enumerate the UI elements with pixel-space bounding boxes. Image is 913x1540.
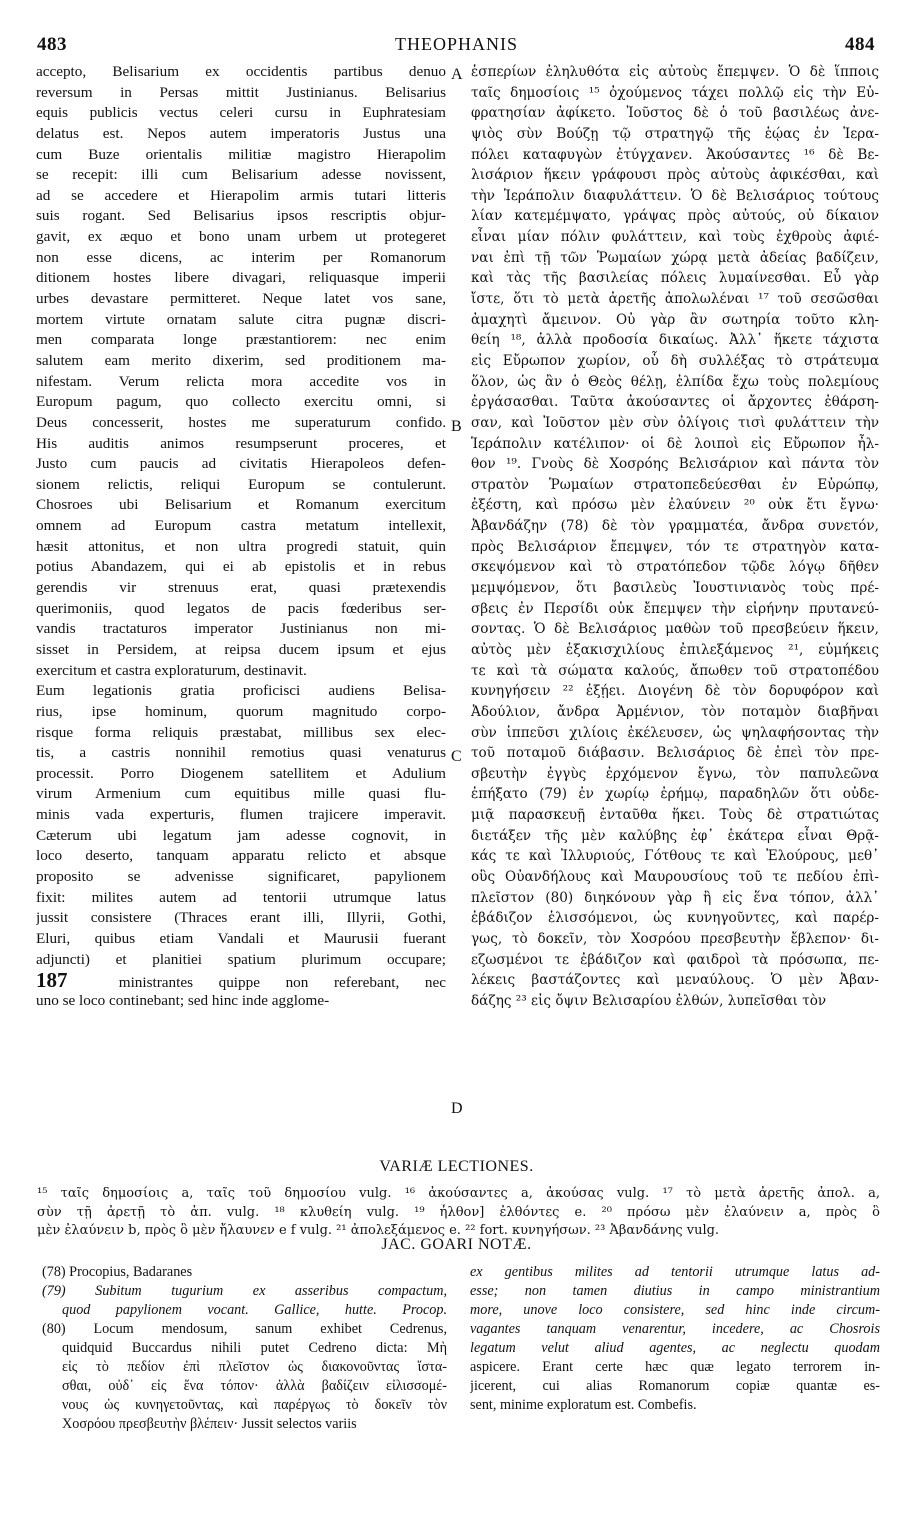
note-line: εἰς τὸ πεδίον ἐπὶ πλεῖστον ὡς διακονοῦντας ἵστα- <box>62 1359 447 1375</box>
latin-text-line: accepto, Belisarium ex occidentis partibus denuo <box>36 63 446 80</box>
notes-right-column <box>470 1263 880 1415</box>
variant-reading-line: μὲν ἐλαύνειν b, πρὸς ὃ μὲν ἤλαυνεν e f vulg. ²¹ ἀπολεξάμενος e. ²² fort. κυνηγήσων. ²³ Ἀβανδάνης vulg. <box>37 1223 720 1238</box>
latin-text-line: sisset in Persidem, at reipsa ducem ipsum et ejus <box>36 640 446 658</box>
latin-text-line: Cæterum ubi legatum jam adesse cognovit, in <box>36 826 446 844</box>
note-line: vagantes tanquam venarentur, incedere, ac Chosrois <box>470 1321 880 1337</box>
latin-text-line: rius, ipse hominum, quorum magnitudo corpo- <box>36 702 446 720</box>
note-line: esse; non tamen diutius in campo ministrantium <box>470 1283 880 1299</box>
margin-marker-a: A <box>451 66 463 83</box>
note-line: aspicere. Erant certe hæc quæ legato terrorem in- <box>470 1359 880 1375</box>
variant-reading-line: σὺν τῇ ἀρετῇ τὸ ἀπ. vulg. ¹⁸ κλυθείη vulg. ¹⁹ ἦλθον] ἐλθόντες e. ²⁰ πρόσω μὲν ἐλαύνειν a, πρὸς ὃ <box>37 1204 880 1220</box>
greek-text-line: οὓς Οὐανδήλους καὶ Μαυρουσίους τοῦ τε πεδίου ἐπὶ- <box>471 868 879 885</box>
note-line: (80) Locum mendosum, sanum exhibet Cedrenus, <box>42 1321 447 1337</box>
greek-text-line: λίαν κατεμέμψατο, γράψας πρὸς αὐτούς, οὐ δίκαιον <box>471 208 879 225</box>
latin-text-line: proposito se advenisse significaret, papylionem <box>36 867 446 885</box>
greek-text-line: ὅλον, ὡς ἂν ὁ Θεὸς θέλῃ, ἐλπίδα ἔχω τοὺς πολεμίους <box>471 373 879 390</box>
greek-text-line: ναι ἐπὶ τῇ τῶν Ῥωμαίων χώρᾳ μετὰ ἀδείας βαδίζειν, <box>471 249 879 266</box>
latin-text-line: tis, a castris nonnihil remotius quasi venaturus <box>36 744 446 762</box>
latin-text-line: processit. Porro Diogenem satellitem et Adulium <box>36 764 446 782</box>
latin-text-fragment: ministrantes quippe non referebant, nec <box>118 974 446 991</box>
latin-text-line: urbes devastare permitteret. Neque latet vos sane, <box>36 290 446 308</box>
latin-text-line: sionem relictis, reliqui Europum se contulerunt. <box>36 475 446 493</box>
latin-text-line: Eluri, quibus etiam Vandali et Maurusii fuerant <box>36 929 446 947</box>
greek-text-line: Ἱεράπολιν κατέλιπον· οἱ δὲ λοιποὶ εἰς Εὔρωπον ἦλ- <box>471 435 879 452</box>
note-line: quidquid Buccardus nihili putet Cedreno dicta: Μὴ <box>62 1340 447 1356</box>
greek-text-line: Ἀδούλιον, ἄνδρα Ἀρμένιον, τὸν ποταμὸν διαβῆναι <box>471 703 879 720</box>
variae-lectiones <box>37 1185 880 1241</box>
note-line: jicerent, cui alias Romanorum copiæ quantæ es- <box>470 1378 880 1394</box>
notes-left-column <box>42 1263 447 1434</box>
greek-text-line: ἴστε, ὅτι τὸ μετὰ ἀρετῆς ἀπολωλέναι ¹⁷ τοῦ σεσῶσθαι <box>471 291 879 308</box>
note-line: ex gentibus milites ad tentorii utrumque latus ad- <box>470 1264 880 1280</box>
latin-text-line: risque forma reliquis præstabat, millibus sex elec- <box>36 723 446 741</box>
note-line: more, unove loco consistere, sed hinc inde circum- <box>470 1302 880 1318</box>
note-line: σθαι, οὐδ᾽ εἰς ἕνα τόπον· ἀλλὰ βαδίζειν εἰλισσομέ- <box>62 1378 447 1394</box>
greek-text-line: στρατὸν Ῥωμαίων στρατοπεδεύεσθαι ἐν Εὐρώπῳ, <box>471 476 879 493</box>
greek-text-line: αὐτὸς μὲν ἑξακισχιλίους ἐπιλεξάμενος ²¹, εὐμήκεις <box>471 641 879 658</box>
greek-text-line: ἐπήξατο (79) ἐν χωρίῳ ἐρήμῳ, παραδηλῶν ὅτι οὐδε- <box>471 786 879 803</box>
note-line: (79) Subitum tugurium ex asseribus compactum, <box>42 1283 447 1299</box>
greek-text-line: τὴν Ἱεράπολιν διαφυλάττειν. Ὁ δὲ Βελισάριος τούτους <box>471 187 879 204</box>
note-line: quod papylionem vocant. Gallice, hutte. Procop. <box>62 1302 447 1318</box>
greek-text-line: μεμψόμενον, ὅτι βασιλεὺς Ἰουστινιανὸς τοὺς πρέ- <box>471 580 879 597</box>
latin-text-line <box>36 970 446 991</box>
latin-text-line: Justo cum paucis ad civitatis Hierapoleos defen- <box>36 455 446 473</box>
greek-text-line: ἑσπερίων ἐληλυθότα εἰς αὐτοὺς ἔπεμψεν. Ὁ δὲ ἵπποις <box>471 64 879 80</box>
greek-text-line: σὺν ἱππεῦσι χιλίοις ἐκέλευσεν, ὡς ψηλαφήσοντας τὴν <box>471 724 879 741</box>
greek-text-line: πρὸς Βελισάριον ἔπεμψεν, τόν τε στρατηγὸν κατα- <box>471 538 879 555</box>
greek-text-line: ἐξέστη, καὶ πρόσω μὲν ἐλαύνειν ²⁰ οὐκ ἔτι ἔγνω· <box>471 497 879 514</box>
greek-text-line: πλεῖστον (80) διηκόνουν γὰρ ἢ εἰς ἕνα τόπον, ἀλλ᾽ <box>471 889 879 906</box>
latin-text-line: ad se accedere et Hierapolim armis tutari litteris <box>36 186 446 204</box>
greek-text-line: κάς τε καὶ Ἰλλυριούς, Γότθους τε καὶ Ἐλούρους, μεθ᾽ <box>471 848 879 865</box>
greek-column <box>471 62 879 1011</box>
greek-text-line: ἐργάσασθαι. Ταῦτα ἀκούσαντες οἱ ἄρχοντες ἐθάρση- <box>471 394 879 411</box>
greek-text-line: καὶ τὰς τῆς βασιλείας πόλεις λυμαίνεσθαι. Εὖ γὰρ <box>471 270 879 287</box>
margin-marker-c: C <box>451 748 462 765</box>
latin-text-line: omnem ad Europum castra metatum intellexit, <box>36 517 446 535</box>
greek-text-line: σοντας. Ὁ δὲ Βελισάριος μαθὼν τοῦ πρεσβεύειν ἥκειν, <box>471 621 879 638</box>
latin-text-line: minis vada experturis, flumen trajicere imperavit. <box>36 806 446 824</box>
greek-text-line: σβεις ἐν Περσίδι οὐκ ἔπεμψεν τὴν εἰρήνην πρυτανεύ- <box>471 600 879 617</box>
latin-text-line: cum Buze orientalis militiæ magistro Hierapolim <box>36 145 446 163</box>
latin-text-line: gerendis vir strenuus erat, quasi prætexendis <box>36 579 446 597</box>
latin-text-line: jussit consistere (Thraces erant illi, Illyrii, Gothi, <box>36 909 446 927</box>
note-line: sent, minime exploratum est. Combefis. <box>470 1397 697 1413</box>
latin-text-line: reversum in Persas mittit Justinianus. Belisarius <box>36 83 446 101</box>
greek-text-line: σκεψόμενον καὶ τὸ στρατόπεδον τῷδε λόγῳ δῆθεν <box>471 559 879 576</box>
greek-text-line: θείη ¹⁸, ἀλλὰ προδοσία δικαίως. Ἀλλ᾽ ἥκετε τάχιστα <box>471 332 879 349</box>
latin-text-line: nifestam. Verum relicta mora accedite vos in <box>36 372 446 390</box>
variae-lectiones-title: VARIÆ LECTIONES. <box>379 1158 534 1175</box>
greek-text-line: τοῦ ποταμοῦ διάβασιν. Βελισάριος δὲ ἐπεὶ τὸν πρε- <box>471 745 879 762</box>
greek-text-line: σβευτὴν ἐγγὺς ἐρχόμενον ἔγνω, τὸν παπυλεῶνα <box>471 765 879 782</box>
greek-text-line: λισάριον ἥκειν γράφουσι πρὸς αὐτοὺς ἀφικέσθαι, καὶ <box>471 167 879 184</box>
latin-text-line: suis rogant. Sed Belisarius ipsos rescriptis objur- <box>36 207 446 225</box>
greek-text-line: τε καὶ τὰ σώματα καλούς, ἄπωθεν τοῦ στρατοπέδου <box>471 662 879 679</box>
latin-text-line: gavit, ex æquo et bono unam urbem ut protegeret <box>36 228 446 246</box>
greek-text-line: ψιὸς σὺν Βούζῃ τῷ στρατηγῷ τῆς ἑῴας ἐν Ἱερα- <box>471 125 879 142</box>
latin-text-line: potius Abandazem, qui ei ab epistolis et in rebus <box>36 558 446 576</box>
latin-text-line: salutem eam merito dixerim, sed proditionem ma- <box>36 351 446 369</box>
greek-text-line: λέκεις βαστάζοντες καὶ μεναύλους. Ὁ μὲν Ἀβαν- <box>471 972 879 989</box>
greek-text-line: σαν, καὶ Ἰοῦστον μὲν σὺν ὀλίγοις τισὶ φυλάττειν τὴν <box>471 414 879 431</box>
greek-text-line: θον ¹⁹. Γνοὺς δὲ Χοσρόης Βελισάριον καὶ πάντα τὸν <box>471 456 879 473</box>
greek-text-line: μιᾷ παρασκευῇ ἐνταῦθα ἥκει. Τοὺς δὲ στρατιώτας <box>471 807 879 824</box>
greek-text-line: ταῖς δημοσίοις ¹⁵ ὀχούμενος τάχει πολλῷ εἰς τὴν Εὐ- <box>471 84 879 101</box>
latin-text-line: delatus est. Nepos autem imperatoris Justus una <box>36 124 446 142</box>
greek-text-line: ἐβάδιζον ἑλισσόμενοι, ὡς κυνηγοῦντες, καὶ παρέρ- <box>471 910 879 927</box>
greek-text-line: ἀμαχητὶ ἄμεινον. Οὐ γὰρ ἂν σωτηρία τοῦτο κλη- <box>471 311 879 328</box>
greek-text-line: Ἀβανδάζην (78) δὲ τὸν γραμματέα, ἄνδρα συνετόν, <box>471 518 879 535</box>
note-line: legatum velut aliud agentes, ac neglectu quodam <box>470 1340 880 1356</box>
margin-marker-d: D <box>451 1100 463 1117</box>
latin-text-line: fixit: milites autem ad tentorii utrumque latus <box>36 888 446 906</box>
latin-text-line: non esse dicens, ac interim per Romanorum <box>36 248 446 266</box>
latin-text-line: uno se loco continebant; sed hinc inde agglome- <box>36 991 330 1009</box>
running-title: THEOPHANIS <box>394 34 518 54</box>
greek-text-line: διετάξεν τῆς μὲν καλύβης ἐφ᾽ ἑκάτερα εἶναι Θρᾷ- <box>471 827 879 844</box>
margin-marker-b: B <box>451 418 462 435</box>
latin-text-line: querimoniis, quod legatos de pacis fœderibus ser- <box>36 599 446 617</box>
note-line: Χοσρόου πρεσβευτὴν βλέπειν· Jussit selectos variis <box>62 1416 357 1432</box>
note-line: (78) Procopius, Badaranes <box>42 1264 193 1280</box>
latin-text-line: hæsit attonitus, et non ultra progredi statuit, quin <box>36 537 446 555</box>
right-page-number: 484 <box>845 34 875 55</box>
greek-text-line: εἰς Εὔρωπον χωρίον, οὗ δὴ συλλέξας τὸ στράτευμα <box>471 352 879 369</box>
latin-text-line: Eum legationis gratia proficisci audiens Belisa- <box>36 682 446 700</box>
latin-text-line: vandis tractaturos imperator Justinianus non mi- <box>36 620 446 638</box>
latin-text-line: mortem virtute ornatam salute citra pugnæ discri- <box>36 310 446 328</box>
latin-column <box>36 62 446 1011</box>
latin-text-line: His auditis animos resumpserunt proceres, et <box>36 434 446 452</box>
notes-title: JAC. GOARI NOTÆ. <box>381 1236 532 1253</box>
latin-text-line: Europum pagum, quo collecto exercitu omni, si <box>36 393 446 411</box>
greek-text-line: κυνηγήσειν ²² ἐξῄει. Διογένη δὲ τὸν δορυφόρον καὶ <box>471 683 879 700</box>
greek-text-line: πόλει καταφυγὼν ἐτύγχανεν. Ἀκούσαντες ¹⁶ δὲ Βε- <box>471 146 879 163</box>
greek-text-line: φρατησίαν ἀφίκετο. Ἰοῦστος δὲ ὁ τοῦ βασιλέως ἀνε- <box>471 105 879 122</box>
greek-text-line: εἶναι μίαν πόλιν φυλάττειν, καὶ τοὺς ἐχθροὺς ἀφιέ- <box>471 229 879 246</box>
greek-text-line: δάζης ²³ εἰς ὄψιν Βελισαρίου ἐλθών, λυπεῖσθαι τὸν <box>471 992 827 1009</box>
inline-page-number: 187 <box>36 970 68 991</box>
latin-text-line: ditionem hostes libere divagari, reliquasque imperii <box>36 269 446 287</box>
latin-text-line: Chosroes ubi Belisarium et Romanum exercitum <box>36 496 446 514</box>
latin-text-line: se recepit: illi cum Belisarium adesse novissent, <box>36 166 446 184</box>
variant-reading-line: ¹⁵ ταῖς δημοσίοις a, ταῖς τοῦ δημοσίου vulg. ¹⁶ ἀκούσαντες a, ἀκούσας vulg. ¹⁷ τὸ μετὰ ἀρετῆς ἀπολ. a, <box>37 1186 880 1201</box>
latin-text-line: virum Armenium cum equitibus mille quasi flu- <box>36 785 446 803</box>
latin-text-line: exercitum et castra exploraturum, destinavit. <box>36 661 307 679</box>
note-line: νους ὡς κυνηγετοῦντας, καὶ παρέργως τὸ δοκεῖν τὸν <box>62 1397 447 1413</box>
latin-text-line: Deus concesserit, hostes me superaturum confido. <box>36 413 446 431</box>
latin-text-line: equis publicis vectus celeri cursu in Euphratesiam <box>36 104 446 122</box>
latin-text-line: men comparata longe præstantiorem: nec enim <box>36 331 446 349</box>
greek-text-line: γως, τὸ δοκεῖν, τὸν Χοσρόου πρεσβευτὴν ἔβλεπον· δι- <box>471 930 879 947</box>
latin-text-line: loco deserto, tanquam apparatu relicto et absque <box>36 847 446 865</box>
latin-text-line: adjuncti) et planitiei spatium plurimum occupare; <box>36 950 446 968</box>
left-page-number: 483 <box>37 34 67 55</box>
greek-text-line: εζωσμένοι τε ἐβάδιζον καὶ φαιδροὶ τὰ πρόσωπα, πε- <box>471 951 879 968</box>
